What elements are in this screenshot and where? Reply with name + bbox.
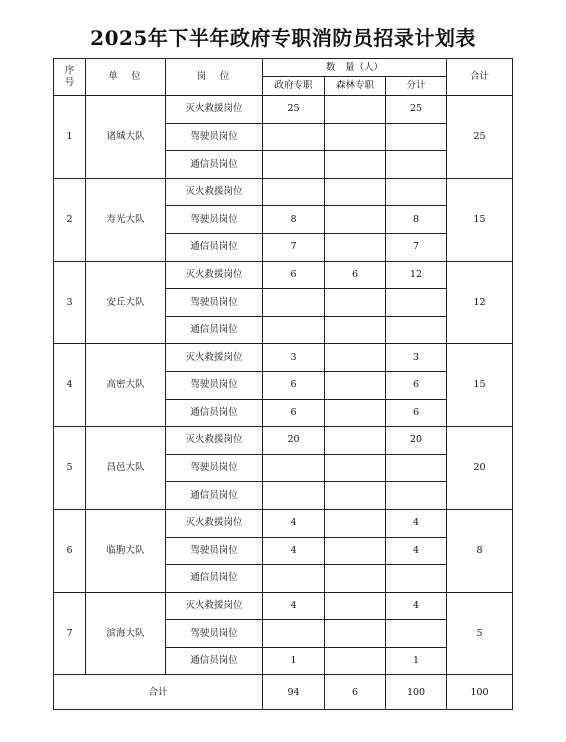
row-unit: 滨海大队 bbox=[86, 592, 166, 675]
totals-label: 合计 bbox=[54, 675, 263, 710]
row-forest bbox=[325, 454, 386, 482]
row-total: 5 bbox=[447, 592, 513, 675]
totals-forest: 6 bbox=[325, 675, 386, 710]
row-gov bbox=[263, 620, 325, 648]
row-gov: 4 bbox=[263, 592, 325, 620]
row-subtotal bbox=[386, 289, 447, 317]
row-post: 通信员岗位 bbox=[166, 565, 263, 593]
row-post: 驾驶员岗位 bbox=[166, 454, 263, 482]
row-gov bbox=[263, 316, 325, 344]
row-subtotal: 7 bbox=[386, 233, 447, 261]
table-body bbox=[54, 59, 513, 710]
header-quantity: 数 量（人） bbox=[263, 59, 447, 77]
row-subtotal bbox=[386, 620, 447, 648]
row-subtotal: 4 bbox=[386, 537, 447, 565]
row-forest bbox=[325, 289, 386, 317]
row-subtotal: 25 bbox=[386, 96, 447, 124]
row-total: 15 bbox=[447, 178, 513, 261]
row-subtotal bbox=[386, 178, 447, 206]
table-row bbox=[54, 509, 513, 537]
row-gov: 6 bbox=[263, 399, 325, 427]
row-post: 驾驶员岗位 bbox=[166, 371, 263, 399]
row-post: 灭火救援岗位 bbox=[166, 427, 263, 455]
row-forest bbox=[325, 620, 386, 648]
row-forest bbox=[325, 316, 386, 344]
table-row bbox=[54, 178, 513, 206]
row-post: 通信员岗位 bbox=[166, 647, 263, 675]
row-gov bbox=[263, 178, 325, 206]
row-forest bbox=[325, 399, 386, 427]
totals-row bbox=[54, 675, 513, 710]
row-unit: 安丘大队 bbox=[86, 261, 166, 344]
row-post: 驾驶员岗位 bbox=[166, 289, 263, 317]
row-post: 灭火救援岗位 bbox=[166, 261, 263, 289]
row-gov: 3 bbox=[263, 344, 325, 372]
row-forest bbox=[325, 96, 386, 124]
table-row bbox=[54, 261, 513, 289]
row-unit: 高密大队 bbox=[86, 344, 166, 427]
row-gov: 25 bbox=[263, 96, 325, 124]
row-subtotal bbox=[386, 123, 447, 151]
row-post: 灭火救援岗位 bbox=[166, 96, 263, 124]
row-total: 15 bbox=[447, 344, 513, 427]
row-seq: 2 bbox=[54, 178, 86, 261]
row-forest bbox=[325, 151, 386, 179]
row-gov bbox=[263, 151, 325, 179]
row-seq: 3 bbox=[54, 261, 86, 344]
row-total: 8 bbox=[447, 509, 513, 592]
row-seq: 4 bbox=[54, 344, 86, 427]
row-seq: 1 bbox=[54, 96, 86, 179]
row-post: 通信员岗位 bbox=[166, 316, 263, 344]
row-subtotal: 1 bbox=[386, 647, 447, 675]
row-unit: 临朐大队 bbox=[86, 509, 166, 592]
header-unit: 单 位 bbox=[86, 59, 166, 96]
row-unit: 寿光大队 bbox=[86, 178, 166, 261]
row-post: 通信员岗位 bbox=[166, 233, 263, 261]
row-gov bbox=[263, 454, 325, 482]
row-gov: 7 bbox=[263, 233, 325, 261]
row-forest bbox=[325, 509, 386, 537]
row-gov: 6 bbox=[263, 371, 325, 399]
row-subtotal: 6 bbox=[386, 371, 447, 399]
page-title: 2025年下半年政府专职消防员招录计划表 bbox=[90, 26, 476, 50]
row-post: 驾驶员岗位 bbox=[166, 123, 263, 151]
row-post: 灭火救援岗位 bbox=[166, 344, 263, 372]
header-gov: 政府专职 bbox=[263, 77, 325, 96]
row-forest bbox=[325, 233, 386, 261]
row-gov bbox=[263, 482, 325, 510]
row-total: 25 bbox=[447, 96, 513, 179]
header-forest: 森林专职 bbox=[325, 77, 386, 96]
row-subtotal: 20 bbox=[386, 427, 447, 455]
row-forest bbox=[325, 123, 386, 151]
row-post: 驾驶员岗位 bbox=[166, 620, 263, 648]
table-row bbox=[54, 344, 513, 372]
header-seq-line2: 号 bbox=[64, 77, 75, 88]
row-forest bbox=[325, 592, 386, 620]
row-post: 通信员岗位 bbox=[166, 399, 263, 427]
row-subtotal: 12 bbox=[386, 261, 447, 289]
totals-total: 100 bbox=[447, 675, 513, 710]
row-seq: 7 bbox=[54, 592, 86, 675]
row-post: 驾驶员岗位 bbox=[166, 537, 263, 565]
row-gov bbox=[263, 565, 325, 593]
header-post: 岗 位 bbox=[166, 59, 263, 96]
row-gov: 4 bbox=[263, 537, 325, 565]
totals-subtotal: 100 bbox=[386, 675, 447, 710]
row-forest bbox=[325, 647, 386, 675]
header-total: 合计 bbox=[447, 59, 513, 96]
header-seq-line1: 序 bbox=[64, 65, 75, 77]
header-row bbox=[54, 59, 513, 77]
row-forest bbox=[325, 427, 386, 455]
row-gov: 6 bbox=[263, 261, 325, 289]
recruitment-table bbox=[53, 58, 513, 710]
row-subtotal: 6 bbox=[386, 399, 447, 427]
row-unit: 昌邑大队 bbox=[86, 427, 166, 510]
row-subtotal bbox=[386, 454, 447, 482]
table-row bbox=[54, 96, 513, 124]
row-forest: 6 bbox=[325, 261, 386, 289]
row-seq: 6 bbox=[54, 509, 86, 592]
row-subtotal: 3 bbox=[386, 344, 447, 372]
row-gov: 4 bbox=[263, 509, 325, 537]
row-forest bbox=[325, 344, 386, 372]
row-total: 20 bbox=[447, 427, 513, 510]
row-post: 灭火救援岗位 bbox=[166, 509, 263, 537]
table-row bbox=[54, 592, 513, 620]
row-forest bbox=[325, 178, 386, 206]
row-subtotal: 8 bbox=[386, 206, 447, 234]
row-post: 灭火救援岗位 bbox=[166, 592, 263, 620]
row-post: 通信员岗位 bbox=[166, 482, 263, 510]
row-subtotal bbox=[386, 482, 447, 510]
row-gov: 20 bbox=[263, 427, 325, 455]
row-unit: 诸城大队 bbox=[86, 96, 166, 179]
row-subtotal bbox=[386, 316, 447, 344]
row-subtotal: 4 bbox=[386, 592, 447, 620]
row-forest bbox=[325, 206, 386, 234]
row-subtotal: 4 bbox=[386, 509, 447, 537]
header-seq bbox=[54, 59, 86, 96]
row-subtotal bbox=[386, 151, 447, 179]
row-post: 灭火救援岗位 bbox=[166, 178, 263, 206]
row-post: 通信员岗位 bbox=[166, 151, 263, 179]
row-total: 12 bbox=[447, 261, 513, 344]
row-gov bbox=[263, 123, 325, 151]
row-seq: 5 bbox=[54, 427, 86, 510]
row-forest bbox=[325, 482, 386, 510]
row-post: 驾驶员岗位 bbox=[166, 206, 263, 234]
row-gov: 1 bbox=[263, 647, 325, 675]
row-gov bbox=[263, 289, 325, 317]
row-forest bbox=[325, 565, 386, 593]
row-gov: 8 bbox=[263, 206, 325, 234]
table-row bbox=[54, 427, 513, 455]
row-forest bbox=[325, 371, 386, 399]
totals-gov: 94 bbox=[263, 675, 325, 710]
header-subtotal: 分计 bbox=[386, 77, 447, 96]
row-subtotal bbox=[386, 565, 447, 593]
row-forest bbox=[325, 537, 386, 565]
